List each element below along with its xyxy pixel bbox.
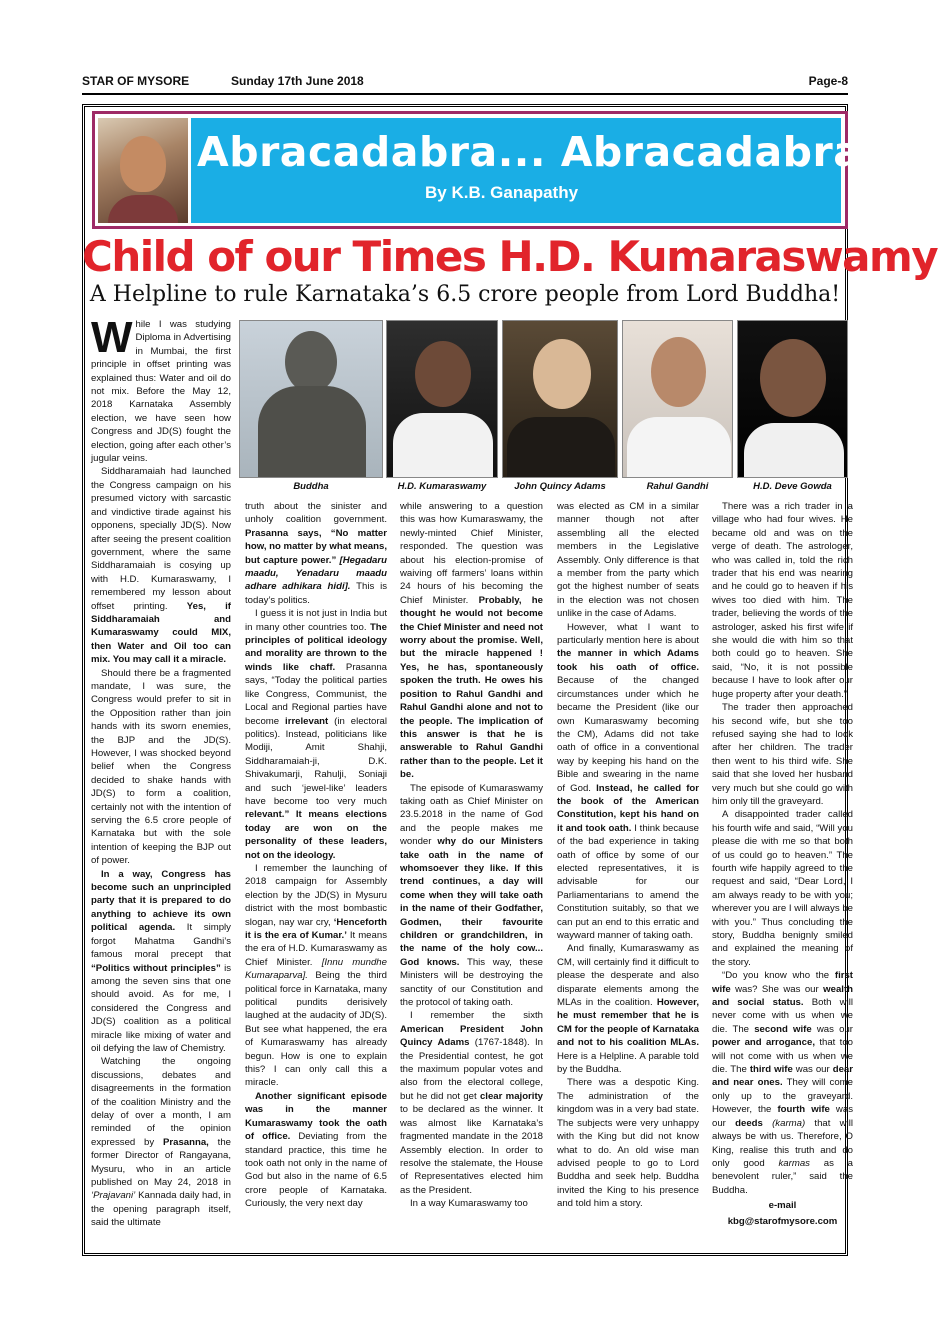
paragraph: “Do you know who the first wife was? She was our wealth and social status. Both will never come with us when we die. The second wife was our power and arrogance, that too will not come with us when we die. The third wife was our dear and near ones. They will come only up to the graveyard. However, the fourth wife was our deeds (karma) that will always be with us. Therefore, O King, realise this truth and do only good karmas as a benevolent ruler,” said the Buddha. [712,970,853,1196]
paragraph: Watching the ongoing discussions, debates and disagreements in the formation of the coalition Ministry and the delay of over a month, I am reminded of the opinion expressed by Prasanna, the former Director of Rangayana, Mysuru, who in an article published on May 24, 2018 in ‘Prajavani’ Kannada daily had, in the opening paragraph itself, said the ultimate [91,1056,231,1229]
paragraph: In a way Kumaraswamy too [410,1198,528,1210]
paragraph: I remember the sixth American President John Quincy Adams (1767-1848). In the Presidential contest, he got the maximum popular votes and also from the electoral college, but he did not get clear majority to be declared as the winner. It was almost like Karnataka’s fragmented mandate in the 2018 Assembly election. In order to resolve the stalemate, the House of Representatives elected him as the President. [400,1010,543,1196]
author-photo [98,118,188,223]
photo-deve-gowda [737,320,848,478]
article-column-1 [91,313,232,1230]
headline: Child of our Times H.D. Kumaraswamy [82,232,938,281]
header-rule [82,93,848,95]
caption-rahul-gandhi: Rahul Gandhi [646,481,709,492]
byline: By K.B. Ganapathy [425,183,579,202]
paragraph: Should there be a fragmented mandate, I was sure, the Congress would prefer to sit in the Opposition rather than join hands with its sworn enemies, the BJP and the JD(S). However, I was shocked beyond belief when the Congress decided to shake hands with JD(S) to form a coalition, certainly not with the intention of serving the 6.5 crore people of Karnataka but with the sole intention of keeping the BJP out of power. [91,667,231,867]
article-column-2 [245,500,387,1211]
paragraph: A disappointed trader called his fourth wife and said, “Will you please die with me so that both of us could go to heaven.” The fourth wife happily agreed to the request and said, “Dear Lord, I am always ready to be with you; wherever you are I will always be with you.” Thus concluding the story, Buddha benignly smiled and explained the meaning of the story. [712,809,853,968]
paragraph: While I was studying Diploma in Advertising in Mumbai, the first principle in offset printing was explained thus: Water and oil do not mix. Before the May 12, 2018 Karnataka Assembly election, we have seen how Congress and JD(S) fought the election, going after each other’s jugular veins. [91,313,231,465]
page-number: Page-8 [808,74,848,88]
newspaper-name: STAR OF MYSORE [82,74,190,88]
caption-deve-gowda: H.D. Deve Gowda [753,481,832,492]
paragraph: However, what I want to particularly mention here is about the manner in which Adams took his oath of office. Because of the changed circumstances under which he became the President (like our own Kumaraswamy becoming the CM), Adams did not take oath of office in a conventional way by keeping his hand on the Bible and swearing in the name of God. Instead, he called for the book of the American Constitution, kept his hand on it and took oath. I think because of the bad experience in taking oath of office by some of our elected representatives, it is advisable for our Parliamentarians to amend the Constitution suitably, so that we can put an end to this erratic and wayward manner of taking oath. [557,621,699,941]
author-email[interactable]: kbg@starofmysore.com [727,1215,838,1227]
drop-cap: W [91,313,133,362]
paragraph: while answering to a question this was how Kumaraswamy, the newly-minted Chief Minister, responded. The question was about his election-promise of waiving off farmers’ loans within 24 hours of his becoming the Chief Minister. Probably, he thought he would not become the Chief Minister and need not worry about the promise. Well, but the miracle happened ! Yes, he has, spontaneously spoken the truth. He owes his position to Rahul Gandhi and Rahul Gandhi alone and not to the people. The implication of this answer is that he is answerable to Rahul Gandhi rather than to the people. Let it be. [400,501,543,781]
paragraph: And finally, Kumaraswamy as CM, will certainly find it difficult to please the desperate and also disparate elements among the MLAs in the coalition. However, he must remember that he is CM for the people of Karnataka and not to his coalition MLAs. Here is a Helpline. A parable told by the Buddha. [557,943,699,1076]
column-title: Abracadabra... Abracadabra... [197,128,910,176]
photo-john-quincy-adams [502,320,618,478]
photo-kumaraswamy [386,320,498,478]
paragraph: The episode of Kumaraswamy taking oath as Chief Minister on 23.5.2018 in the name of God and the people makes me wonder why do our Ministers take oath in the name of whomsoever they like. If this trend continues, a day will come when they will take oath in the name of their Godfather, Godmen, their favourite children or grandchildren, in the name of the holy cow... God knows. This way, these Ministers will be destroying the sanctity of our Constitution and the protocol of taking oath. [400,782,543,1009]
paragraph: was elected as CM in a similar manner though not after assembling all the elected members in the Legislative Assembly. Only difference is that a member from the party which got the highest number of seats in the election was not chosen unlike in the case of Adams. [557,501,699,620]
email-label: e-mail [768,1200,797,1212]
paragraph: truth about the sinister and unholy coalition government. Prasanna says, “No matter how, no matter by what means, but capture power.” [Hegadaru maadu, Yenadaru maadu adhare adhikara hidi]. This is today’s politics. [245,501,387,606]
paragraph: The trader then approached his second wife, but she too refused saying she had to look after her children. The trader then went to his third wife. She said that she loved her husband very much but she could go with him only till the graveyard. [712,702,853,807]
paragraph: There was a rich trader in a village who had four wives. He became old and was on the verge of death. The astrologer, who was called in, told the rich trader that his end was nearing and he could go to heaven if his wives too died with him. The trader, believing the words of the astrologer, asked his first wife if she would die with him so that both could go to heaven. She said, “No, it is not possible because I have to look after our huge property after your death.” [712,501,853,700]
paragraph: Siddharamaiah had launched the Congress campaign on his presumed victory with sarcastic and vindictive tirade against his opponens, specially JD(S). Now after seeing the present coalition government, where the same Siddharamaiah is cosying up with H.D. Kumaraswamy, I remembered my lesson about offset printing. Yes, if Siddharamaiah and Kumaraswamy could MIX, then Water and Oil too can mix. You may call it a miracle. [91,466,231,666]
photo-buddha [239,320,383,478]
paragraph: I guess it is not just in India but in many other countries too. The principles of political ideology and morality are thrown to the winds like chaff. Prasanna says, “Today the political parties like Congress, Communist, the Local and Regional parties have become irrelevant (in electoral politics). Instead, politicians like Modiji, Amit Shahji, Siddharamaiah-ji, D.K. Shivakumarji, Rahulji, Soniaji and such ‘jewel-like’ leaders have become too very much relevant.” It means elections today are won on the personality of these leaders, not on the ideology. [245,608,388,861]
article-column-5 [712,500,853,1228]
caption-kumaraswamy: H.D. Kumaraswamy [397,481,487,492]
caption-buddha: Buddha [293,481,329,492]
paragraph: I remember the launching of 2018 campaign for Assembly election by the JD(S) in Mysuru district with the most bombastic slogan, nay war cry, ‘Henceforth it is the era of Kumar.’ It means the era of H.D. Kumaraswamy as Chief Minister. [Innu mundhe Kumaraparva]. Being the third political force in Karnataka, many political pundits derisively laughed at the audacity of JD(S). But see what happened, the era of Kumaraswamy has already begun. How is one to explain this? I can only call this a miracle. [245,862,387,1089]
caption-adams: John Quincy Adams [514,481,606,492]
page-header [82,74,848,92]
subheadline: A Helpline to rule Karnataka’s 6.5 crore people from Lord Buddha! [89,282,841,307]
photo-rahul-gandhi [622,320,733,478]
article-column-3 [400,500,543,1211]
paragraph: Another significant episode was in the manner Kumaraswamy took the oath of office. Deviating from the standard practice, this time he took oath not only in the name of God but also in the name of 6.5 crore people of Karnataka. Curiously, the very next day [245,1090,387,1210]
paragraph: There was a despotic King. The administration of the kingdom was in a very bad state. The subjects were very unhappy with the King but did not know what to do. An old wise man advised people to go to Lord Buddha and seek help. Buddha invited the King to his presence and told him a story. [557,1077,699,1210]
issue-date: Sunday 17th June 2018 [231,74,364,88]
article-column-4 [557,500,699,1211]
paragraph: In a way, Congress has become such an unprincipled party that it is prepared to do anything to achieve its own political agenda. It simply forgot Mahatma Gandhi’s famous moral precept that “Politics without principles” is among the seven sins that one should avoid. As for me, I considered the Congress and JD(S) coalition as a political miracle like mixing of water and oil defying the law of Chemistry. [91,868,232,1054]
